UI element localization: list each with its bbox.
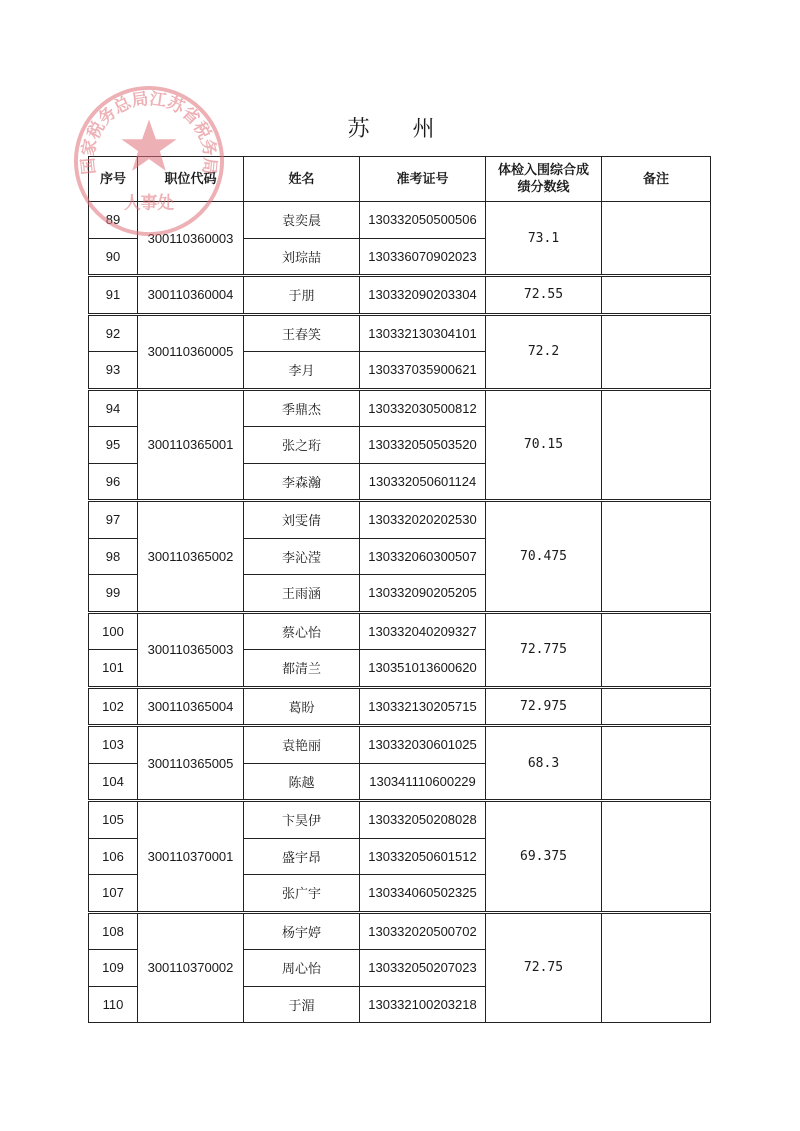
table-header-row <box>89 157 711 202</box>
exam-id-cell: 130332020202530 <box>360 502 486 539</box>
seq-cell: 97 <box>89 502 138 539</box>
table-row <box>89 688 711 725</box>
seq-cell: 95 <box>89 427 138 464</box>
name-cell: 王春笑 <box>244 315 360 352</box>
seq-cell: 107 <box>89 875 138 912</box>
table-row <box>89 802 711 839</box>
name-cell: 陈越 <box>244 763 360 800</box>
seq-cell: 105 <box>89 802 138 839</box>
exam-id-cell: 130332130304101 <box>360 315 486 352</box>
seq-cell: 104 <box>89 763 138 800</box>
exam-id-cell: 130332060300507 <box>360 538 486 575</box>
svg-text:国家税务总局江苏省税务局: 国家税务总局江苏省税务局 <box>77 88 221 176</box>
name-cell: 季鼎杰 <box>244 390 360 427</box>
page-title: 苏 州 <box>347 117 453 142</box>
score-line-cell: 72.2 <box>486 315 602 388</box>
svg-text:人事处: 人事处 <box>123 192 175 213</box>
table-row <box>89 613 711 650</box>
name-cell: 于湄 <box>244 986 360 1023</box>
name-cell: 杨宇婷 <box>244 913 360 950</box>
exam-id-cell: 130334060502325 <box>360 875 486 912</box>
exam-id-cell: 130332130205715 <box>360 688 486 725</box>
exam-id-cell: 130341110600229 <box>360 763 486 800</box>
name-cell: 袁艳丽 <box>244 727 360 764</box>
exam-id-cell: 130332030500812 <box>360 390 486 427</box>
remark-cell <box>602 390 711 500</box>
exam-id-cell: 130332100203218 <box>360 986 486 1023</box>
seq-cell: 103 <box>89 727 138 764</box>
remark-cell <box>602 502 711 612</box>
seq-cell: 110 <box>89 986 138 1023</box>
position-code-cell: 300110360003 <box>138 202 244 275</box>
exam-id-cell: 130337035900621 <box>360 352 486 389</box>
name-cell: 李沁滢 <box>244 538 360 575</box>
name-cell: 王雨涵 <box>244 575 360 612</box>
seq-cell: 109 <box>89 950 138 987</box>
header-score-line: 体检入围综合成绩分数线 <box>486 157 602 202</box>
score-table <box>88 156 711 1023</box>
position-code-cell: 300110365002 <box>138 502 244 612</box>
seq-cell: 93 <box>89 352 138 389</box>
position-code-cell: 300110360004 <box>138 277 244 314</box>
exam-id-cell: 130332050500506 <box>360 202 486 239</box>
name-cell: 于朋 <box>244 277 360 314</box>
name-cell: 卞昊伊 <box>244 802 360 839</box>
name-cell: 李月 <box>244 352 360 389</box>
exam-id-cell: 130332050207023 <box>360 950 486 987</box>
name-cell: 蔡心怡 <box>244 613 360 650</box>
name-cell: 刘雯倩 <box>244 502 360 539</box>
exam-id-cell: 130351013600620 <box>360 650 486 687</box>
name-cell: 张广宇 <box>244 875 360 912</box>
remark-cell <box>602 727 711 800</box>
header-exam-id: 准考证号 <box>360 157 486 202</box>
name-cell: 袁奕晨 <box>244 202 360 239</box>
header-remark: 备注 <box>602 157 711 202</box>
position-code-cell: 300110360005 <box>138 315 244 388</box>
remark-cell <box>602 802 711 912</box>
position-code-cell: 300110365004 <box>138 688 244 725</box>
exam-id-cell: 130332050503520 <box>360 427 486 464</box>
seq-cell: 91 <box>89 277 138 314</box>
remark-cell <box>602 913 711 1023</box>
seq-cell: 89 <box>89 202 138 239</box>
name-cell: 周心怡 <box>244 950 360 987</box>
score-line-cell: 70.15 <box>486 390 602 500</box>
exam-id-cell: 130332030601025 <box>360 727 486 764</box>
remark-cell <box>602 277 711 314</box>
score-line-cell: 72.975 <box>486 688 602 725</box>
name-cell: 刘琮喆 <box>244 238 360 275</box>
seq-cell: 99 <box>89 575 138 612</box>
exam-id-cell: 130332050601512 <box>360 838 486 875</box>
exam-id-cell: 130336070902023 <box>360 238 486 275</box>
remark-cell <box>602 688 711 725</box>
seq-cell: 102 <box>89 688 138 725</box>
seq-cell: 92 <box>89 315 138 352</box>
header-name: 姓名 <box>244 157 360 202</box>
table-row <box>89 727 711 764</box>
score-line-cell: 72.75 <box>486 913 602 1023</box>
position-code-cell: 300110365003 <box>138 613 244 686</box>
score-line-cell: 68.3 <box>486 727 602 800</box>
seq-cell: 100 <box>89 613 138 650</box>
remark-cell <box>602 315 711 388</box>
name-cell: 张之珩 <box>244 427 360 464</box>
seq-cell: 101 <box>89 650 138 687</box>
header-position-code: 职位代码 <box>138 157 244 202</box>
table-row <box>89 390 711 427</box>
seq-cell: 94 <box>89 390 138 427</box>
table-body <box>89 202 711 1023</box>
position-code-cell: 300110370002 <box>138 913 244 1023</box>
position-code-cell: 300110370001 <box>138 802 244 912</box>
exam-id-cell: 130332020500702 <box>360 913 486 950</box>
header-seq: 序号 <box>89 157 138 202</box>
exam-id-cell: 130332050208028 <box>360 802 486 839</box>
table-row <box>89 277 711 314</box>
score-line-cell: 72.55 <box>486 277 602 314</box>
exam-id-cell: 130332040209327 <box>360 613 486 650</box>
remark-cell <box>602 613 711 686</box>
table-row <box>89 315 711 352</box>
name-cell: 葛盼 <box>244 688 360 725</box>
table-row <box>89 913 711 950</box>
seq-cell: 96 <box>89 463 138 500</box>
name-cell: 盛宇昂 <box>244 838 360 875</box>
seq-cell: 98 <box>89 538 138 575</box>
remark-cell <box>602 202 711 275</box>
table-row <box>89 202 711 239</box>
exam-id-cell: 130332050601124 <box>360 463 486 500</box>
score-line-cell: 73.1 <box>486 202 602 275</box>
position-code-cell: 300110365005 <box>138 727 244 800</box>
score-line-cell: 70.475 <box>486 502 602 612</box>
seq-cell: 90 <box>89 238 138 275</box>
position-code-cell: 300110365001 <box>138 390 244 500</box>
seq-cell: 106 <box>89 838 138 875</box>
score-line-cell: 69.375 <box>486 802 602 912</box>
name-cell: 都清兰 <box>244 650 360 687</box>
exam-id-cell: 130332090203304 <box>360 277 486 314</box>
seq-cell: 108 <box>89 913 138 950</box>
table-row <box>89 502 711 539</box>
name-cell: 李森瀚 <box>244 463 360 500</box>
score-line-cell: 72.775 <box>486 613 602 686</box>
exam-id-cell: 130332090205205 <box>360 575 486 612</box>
